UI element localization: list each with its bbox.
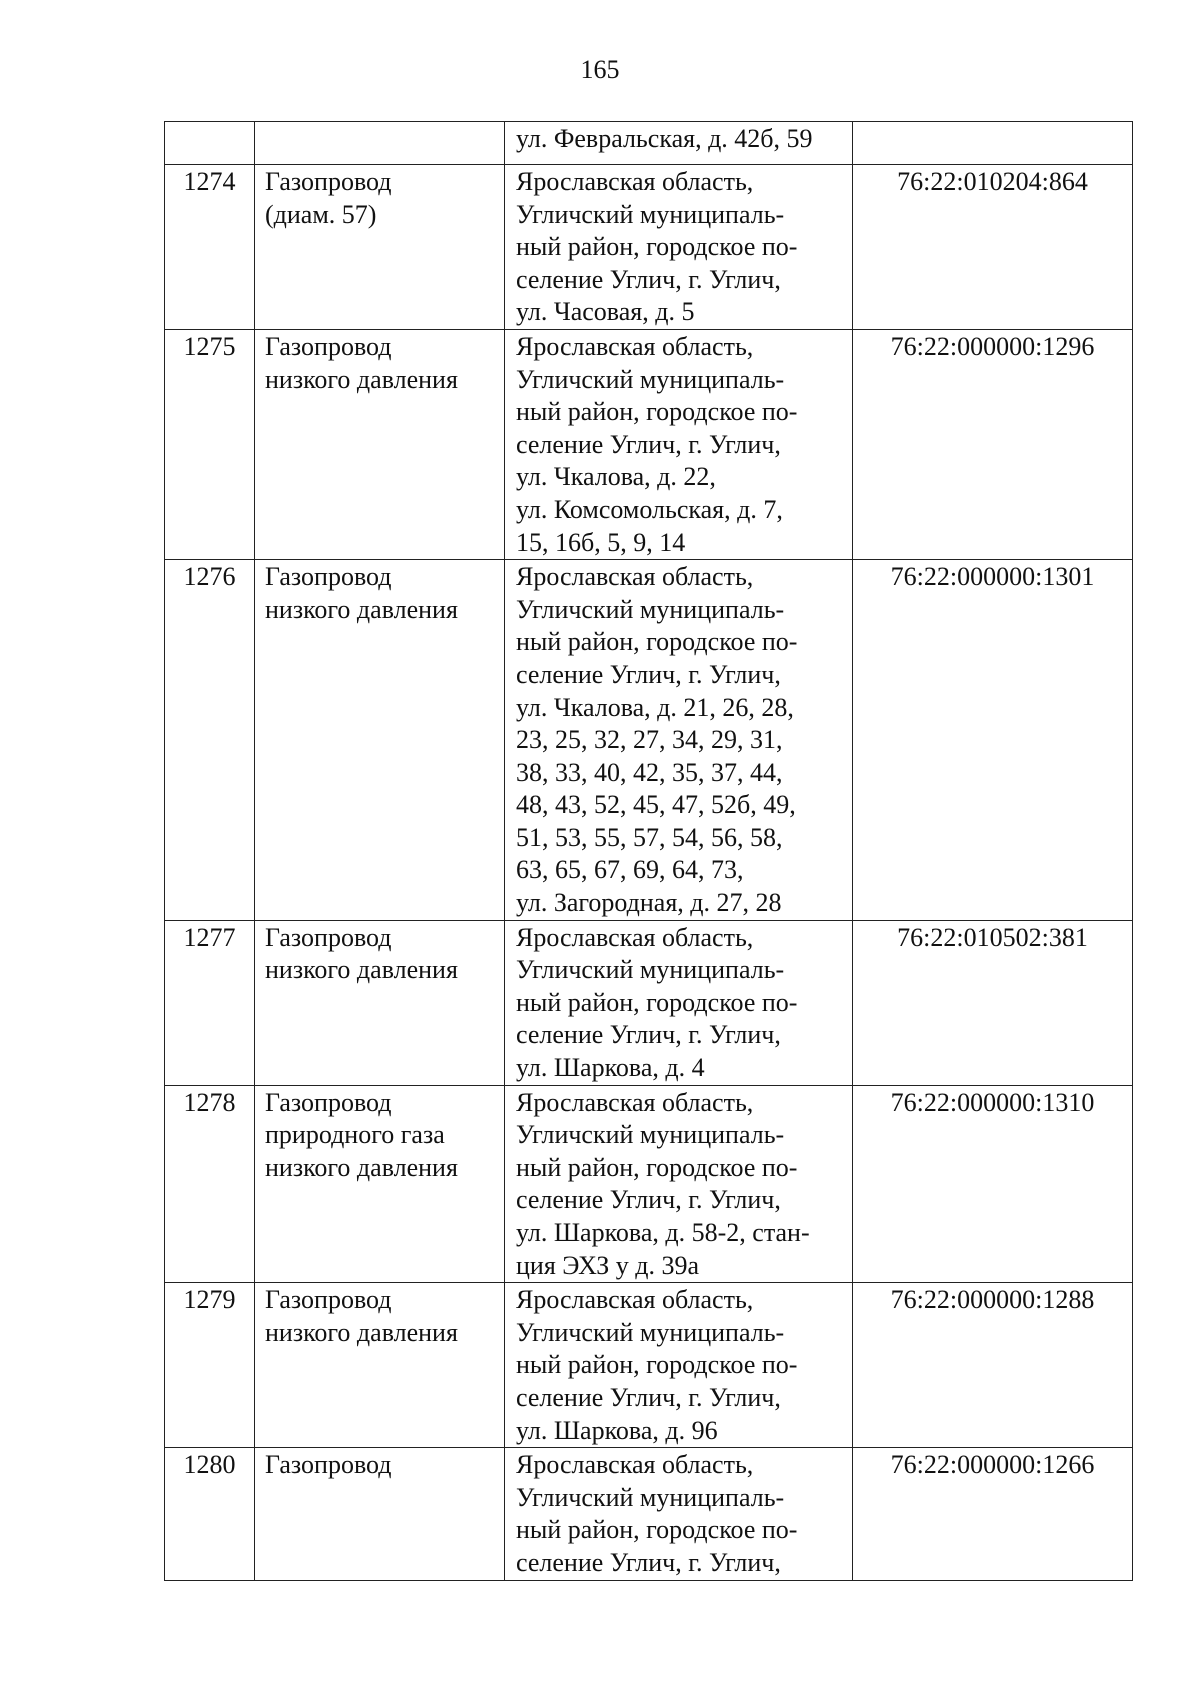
object-name-cell xyxy=(255,1085,505,1283)
address-line: селение Углич, г. Углич, xyxy=(516,1547,781,1577)
address-cell xyxy=(505,1085,853,1283)
address-line: ция ЭХЗ у д. 39а xyxy=(516,1250,700,1280)
address-line: Ярославская область, xyxy=(516,167,754,196)
address-line: селение Углич, г. Углич, xyxy=(516,264,781,294)
row-number-cell xyxy=(165,122,255,165)
address-cell xyxy=(505,1283,853,1448)
row-number-cell: 1280 xyxy=(165,1448,255,1580)
table-row xyxy=(165,920,1133,1085)
address-cell xyxy=(505,165,853,330)
object-name-line: (диам. 57) xyxy=(265,199,377,229)
object-name-cell xyxy=(255,1283,505,1448)
address-line: селение Углич, г. Углич, xyxy=(516,659,781,689)
address-line: 23, 25, 32, 27, 34, 29, 31, xyxy=(516,725,783,755)
address-line: селение Углич, г. Углич, xyxy=(516,429,781,459)
address-line: селение Углич, г. Углич, xyxy=(516,1020,781,1050)
address-line: Угличский муниципаль- xyxy=(516,594,785,624)
address-line: ный район, городское по- xyxy=(516,1350,798,1380)
cadastral-number-cell: 76:22:000000:1310 xyxy=(853,1085,1133,1283)
object-name-cell xyxy=(255,1448,505,1580)
object-name-line: низкого давления xyxy=(265,364,458,394)
address-line: ный район, городское по- xyxy=(516,1515,798,1545)
address-cell xyxy=(505,560,853,921)
row-number-cell: 1276 xyxy=(165,560,255,921)
address-line: ул. Комсомольская, д. 7, xyxy=(516,494,783,524)
object-name-line: низкого давления xyxy=(265,955,458,985)
address-line: ул. Чкалова, д. 22, xyxy=(516,462,716,492)
address-line: Ярославская область, xyxy=(516,922,754,952)
cadastral-number-cell: 76:22:010204:864 xyxy=(853,165,1133,330)
address-line: Ярославская область, xyxy=(516,1087,754,1117)
address-line: ул. Шаркова, д. 4 xyxy=(516,1053,705,1083)
address-line: ул. Февральская, д. 42б, 59 xyxy=(516,124,813,153)
object-name-cell xyxy=(255,165,505,330)
object-name-cell xyxy=(255,560,505,921)
address-line: селение Углич, г. Углич, xyxy=(516,1185,781,1215)
cadastral-number-cell: 76:22:000000:1296 xyxy=(853,329,1133,559)
address-cell xyxy=(505,122,853,165)
address-line: ул. Загородная, д. 27, 28 xyxy=(516,888,782,918)
address-line: Угличский муниципаль- xyxy=(516,199,785,229)
row-number-cell: 1278 xyxy=(165,1085,255,1283)
page-number: 165 xyxy=(580,55,620,84)
address-line: ул. Шаркова, д. 58-2, стан- xyxy=(516,1218,810,1247)
address-line: Угличский муниципаль- xyxy=(516,1120,785,1150)
object-name-line: Газопровод xyxy=(265,1087,392,1117)
row-number-cell: 1279 xyxy=(165,1283,255,1448)
cadastral-number-cell xyxy=(853,122,1133,165)
address-line: Угличский муниципаль- xyxy=(516,1317,785,1347)
object-name-line: низкого давления xyxy=(265,594,458,624)
address-line: ул. Часовая, д. 5 xyxy=(516,297,695,327)
address-line: Ярославская область, xyxy=(516,331,754,361)
address-line: Угличский муниципаль- xyxy=(516,364,785,394)
row-number-cell: 1274 xyxy=(165,165,255,330)
object-name-line: Газопровод xyxy=(265,562,392,592)
address-line: 63, 65, 67, 69, 64, 73, xyxy=(516,855,744,885)
cadastral-number-cell: 76:22:000000:1288 xyxy=(853,1283,1133,1448)
cadastral-number-cell: 76:22:000000:1266 xyxy=(853,1448,1133,1580)
object-name-cell xyxy=(255,329,505,559)
row-number-cell: 1277 xyxy=(165,920,255,1085)
address-line: селение Углич, г. Углич, xyxy=(516,1382,781,1412)
address-line: ный район, городское по- xyxy=(516,232,798,262)
address-line: ный район, городское по- xyxy=(516,1152,798,1182)
object-name-cell xyxy=(255,920,505,1085)
registry-table-body xyxy=(165,122,1133,1581)
table-row xyxy=(165,1085,1133,1283)
address-line: Ярославская область, xyxy=(516,1450,754,1480)
cadastral-number-cell: 76:22:010502:381 xyxy=(853,920,1133,1085)
address-line: ный район, городское по- xyxy=(516,397,798,427)
object-name-line: низкого давления xyxy=(265,1317,458,1347)
object-name-line: Газопровод xyxy=(265,331,392,361)
address-line: ул. Чкалова, д. 21, 26, 28, xyxy=(516,692,794,722)
address-line: ный район, городское по- xyxy=(516,987,798,1017)
row-number-cell: 1275 xyxy=(165,329,255,559)
table-row xyxy=(165,329,1133,559)
object-name-line: низкого давления xyxy=(265,1152,458,1182)
object-name-line: природного газа xyxy=(265,1120,445,1150)
address-line: ный район, городское по- xyxy=(516,627,798,657)
address-line: Ярославская область, xyxy=(516,562,754,592)
object-name-line: Газопровод xyxy=(265,1285,392,1315)
object-name-line: Газопровод xyxy=(265,922,392,952)
address-line: Ярославская область, xyxy=(516,1285,754,1315)
table-row xyxy=(165,165,1133,330)
address-line: ул. Шаркова, д. 96 xyxy=(516,1415,718,1445)
address-line: 48, 43, 52, 45, 47, 52б, 49, xyxy=(516,790,796,820)
cadastral-number-cell: 76:22:000000:1301 xyxy=(853,560,1133,921)
table-row xyxy=(165,1283,1133,1448)
object-name-cell xyxy=(255,122,505,165)
address-line: 15, 16б, 5, 9, 14 xyxy=(516,527,686,557)
table-row xyxy=(165,122,1133,165)
table-row xyxy=(165,560,1133,921)
address-line: 51, 53, 55, 57, 54, 56, 58, xyxy=(516,822,783,852)
address-line: 38, 33, 40, 42, 35, 37, 44, xyxy=(516,757,783,787)
address-cell xyxy=(505,329,853,559)
address-cell xyxy=(505,1448,853,1580)
object-name-line: Газопровод xyxy=(265,167,392,196)
address-line: Угличский муниципаль- xyxy=(516,955,785,985)
registry-table xyxy=(164,121,1133,1581)
address-line: Угличский муниципаль- xyxy=(516,1482,785,1512)
table-row xyxy=(165,1448,1133,1580)
object-name-line: Газопровод xyxy=(265,1450,392,1480)
address-cell xyxy=(505,920,853,1085)
